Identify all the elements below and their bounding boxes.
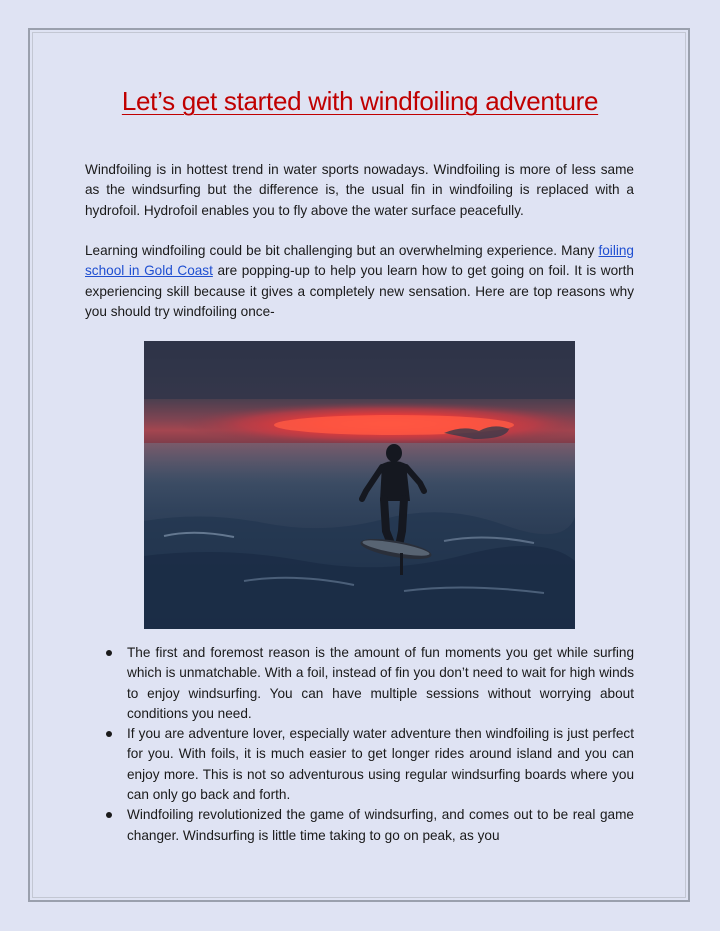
foiling-school-link[interactable]: foiling school in Gold Coast <box>85 243 634 279</box>
list-item-text: If you are adventure lover, especially water adventure then windfoiling is just perfect for you. With foils, it is much easier to get longer rides around island and you can enjoy more. This is not so adventurous using regular windsurfing boards where you can only go back and forth. <box>127 726 634 803</box>
bullet-icon <box>106 812 112 818</box>
bullet-icon <box>106 650 112 656</box>
list-item-text: The first and foremost reason is the amount of fun moments you get while surfing which is unmatchable. With a foil, instead of fin you don’t need to wait for high winds to enjoy windsurfing. You can have multiple sessions without worrying about conditions you need. <box>127 645 634 721</box>
list-item <box>106 724 634 805</box>
bullet-icon <box>106 731 112 737</box>
list-item-text: Windfoiling revolutionized the game of windsurfing, and comes out to be real game changer. Windsurfing is little time taking to go on peak, as you <box>127 807 634 843</box>
learning-paragraph-text-end: are popping-up to help you learn how to get going on foil. It is worth experiencing skill because it gives a completely new sensation. Here are top reasons why you should try windfoiling once- <box>85 263 634 319</box>
list-item <box>106 805 634 846</box>
document-title: Let’s get started with windfoiling adventure <box>121 86 599 116</box>
windfoiling-sunset-photo <box>144 341 575 629</box>
learning-paragraph-text-start: Learning windfoiling could be bit challenging but an overwhelming experience. Many <box>85 243 599 258</box>
intro-paragraph: Windfoiling is in hottest trend in water sports nowadays. Windfoiling is more of less same as the windsurfing but the difference is, the usual fin in windfoiling is replaced with a hydrofoil. Hydrofoil enables you to fly above the water surface peacefully. <box>85 162 634 218</box>
reasons-list <box>106 643 634 846</box>
learning-paragraph <box>85 241 634 322</box>
list-item <box>106 643 634 724</box>
